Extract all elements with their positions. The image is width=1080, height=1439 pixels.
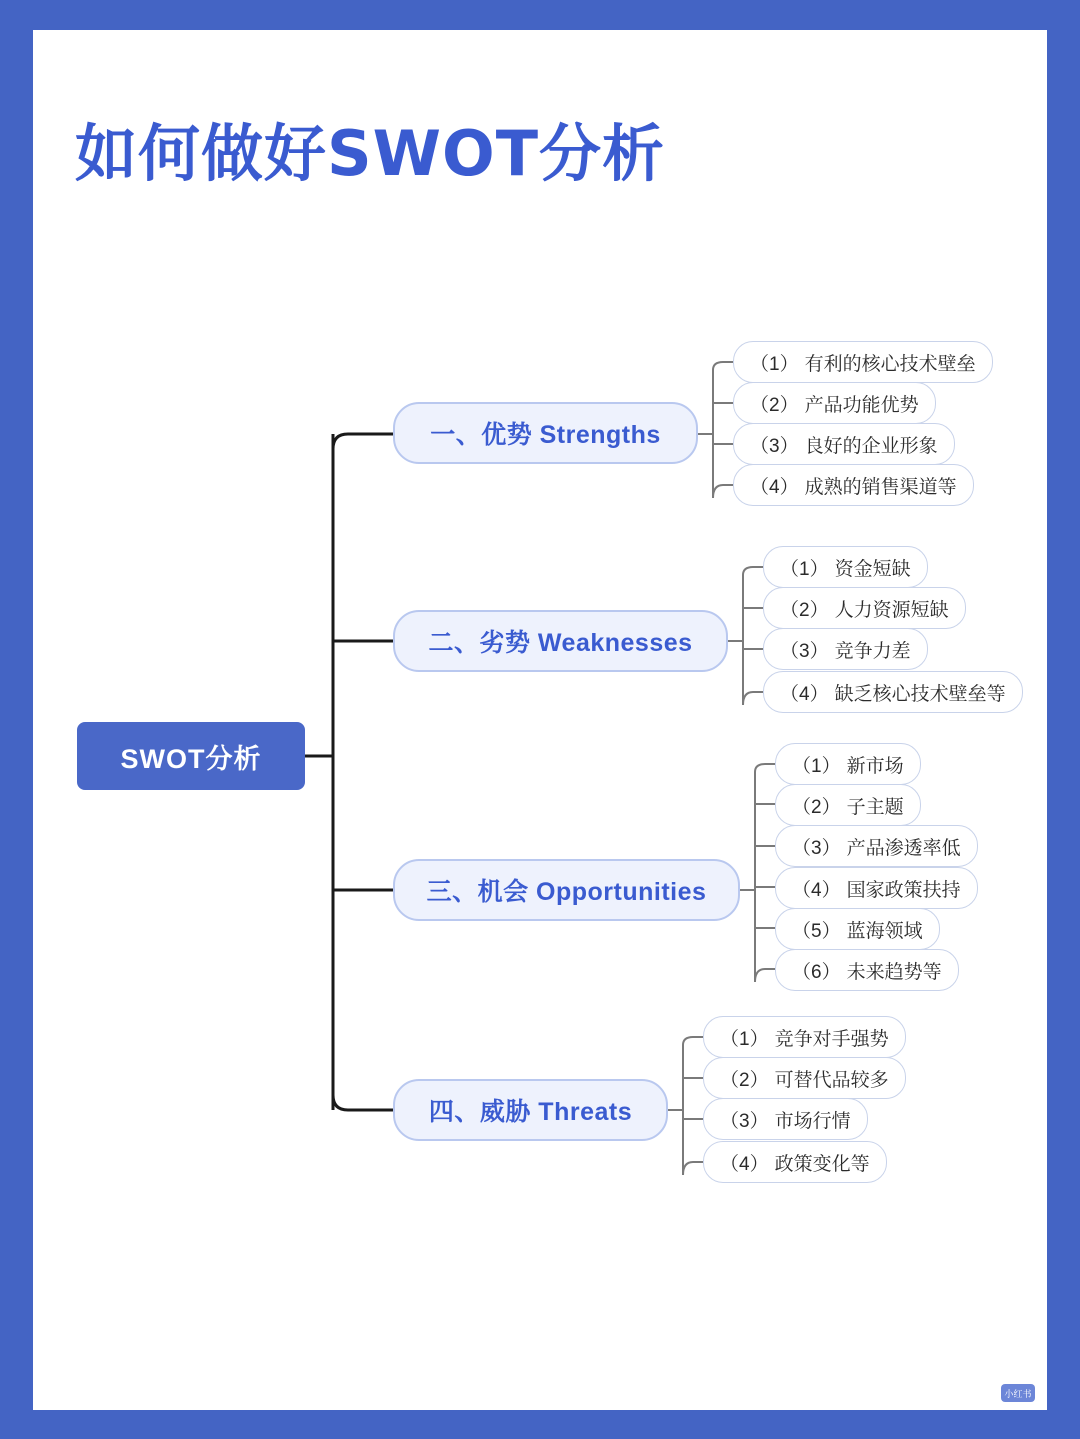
leaf-node[interactable] [775,784,921,826]
leaf-node[interactable] [763,546,928,588]
branch-node-weaknesses[interactable]: 二、劣势 Weaknesses [393,610,728,672]
leaf-number: （4） [792,879,841,901]
leaf-number: （2） [720,1069,769,1091]
leaf-label: 可替代品较多 [774,1069,889,1091]
leaf-label: 良好的企业形象 [804,435,938,457]
leaf-node[interactable] [703,1141,887,1183]
leaf-number: （1） [780,558,829,580]
leaf-number: （4） [750,476,799,498]
leaf-node[interactable] [733,423,955,465]
leaf-label: 缺乏核心技术壁垒等 [834,683,1006,705]
leaf-number: （2） [750,394,799,416]
leaf-number: （2） [780,599,829,621]
branch-node-threats[interactable]: 四、威胁 Threats [393,1079,668,1141]
leaf-node[interactable] [763,628,928,670]
leaf-node[interactable] [763,671,1023,713]
leaf-label: 成熟的销售渠道等 [804,476,957,498]
leaf-node[interactable] [733,382,936,424]
watermark-badge: 小红书 [1001,1384,1035,1402]
leaf-number: （1） [720,1028,769,1050]
leaf-number: （6） [792,961,841,983]
leaf-label: 竞争对手强势 [774,1028,889,1050]
leaf-node[interactable] [733,464,974,506]
leaf-number: （1） [750,353,799,375]
leaf-label: 资金短缺 [834,558,911,580]
leaf-node[interactable] [703,1098,868,1140]
leaf-label: 竞争力差 [834,640,911,662]
leaf-number: （4） [720,1153,769,1175]
branch-node-opportunities[interactable]: 三、机会 Opportunities [393,859,740,921]
leaf-node[interactable] [775,908,940,950]
leaf-node[interactable] [775,949,959,991]
leaf-node[interactable] [763,587,966,629]
leaf-label: 新市场 [846,755,904,777]
leaf-number: （4） [780,683,829,705]
branch-node-strengths[interactable]: 一、优势 Strengths [393,402,698,464]
leaf-number: （3） [750,435,799,457]
leaf-number: （3） [720,1110,769,1132]
leaf-label: 产品渗透率低 [846,837,961,859]
leaf-node[interactable] [775,825,978,867]
leaf-label: 有利的核心技术壁垒 [804,353,976,375]
leaf-node[interactable] [775,867,978,909]
content-card [33,30,1047,1410]
leaf-label: 国家政策扶持 [846,879,961,901]
mindmap-diagram [33,30,1047,1410]
leaf-label: 政策变化等 [774,1153,870,1175]
leaf-number: （5） [792,920,841,942]
leaf-node[interactable] [703,1016,906,1058]
leaf-label: 蓝海领域 [846,920,923,942]
leaf-node[interactable] [775,743,921,785]
leaf-number: （2） [792,796,841,818]
leaf-number: （3） [792,837,841,859]
leaf-label: 未来趋势等 [846,961,942,983]
leaf-label: 子主题 [846,796,904,818]
leaf-label: 人力资源短缺 [834,599,949,621]
leaf-label: 市场行情 [774,1110,851,1132]
leaf-node[interactable] [733,341,993,383]
mindmap-root-node[interactable]: SWOT分析 [77,722,305,790]
leaf-number: （3） [780,640,829,662]
page-title: 如何做好SWOT分析 [75,116,666,190]
leaf-label: 产品功能优势 [804,394,919,416]
connector-lines [33,30,1047,1410]
leaf-node[interactable] [703,1057,906,1099]
leaf-number: （1） [792,755,841,777]
